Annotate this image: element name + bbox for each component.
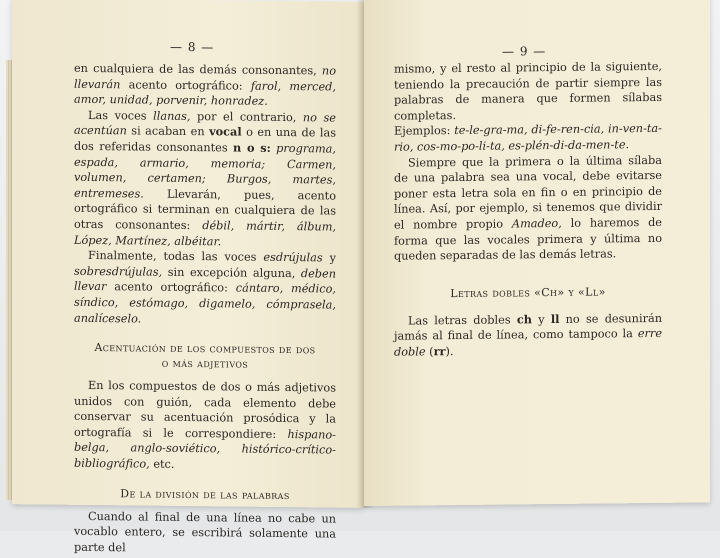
left-page <box>12 0 364 555</box>
paragraph: Las letras dobles ch y ll no se desunirán jamás al final de línea, como tampoco la erre doble (rr). <box>394 311 662 359</box>
paragraph: Cuando al final de una línea no cabe un vocablo entero, se escribirá solamente una parte del <box>74 509 336 555</box>
page-number-left: — 8 — <box>170 39 215 55</box>
right-page-text <box>394 59 662 360</box>
page-number-right: — 9 — <box>502 44 547 59</box>
paragraph: mismo, y el resto al principio de la siguiente, teniendo la precaución de partir siempre las palabras de manera que formen sílabas completas. <box>394 59 662 123</box>
section-heading: De la división de las palabras <box>120 486 290 502</box>
section-heading: Acentuación de los compuestos de dos o más adjetivos <box>94 341 316 371</box>
right-page <box>364 0 710 506</box>
paragraph: Las voces llanas, por el contrario, no se acentúan si acaban en vocal o en una de las dos referidas consonantes n o s: programa, espada, armario, memoria; Carmen, volumen, certamen; Burgos, martes, entremeses. Llevarán, pues, acento ortográfico si terminan en cualquiera de las otras consonantes: débil, mártir, álbum, López, Martínez, albéitar. <box>74 108 337 248</box>
paragraph: en cualquiera de las demás consonantes, no llevarán acento ortográfico: farol, merced, amor, unidad, porvenir, honradez. <box>74 61 336 109</box>
paragraph: Siempre que la primera o la última sílaba de una palabra sea una vocal, debe evitarse poner esta letra sola en fin o en principio de línea. Así, por ejemplo, si tenemos que dividir el nombre propio Amadeo, lo haremos de forma que las vocales primera y última no queden separadas de las demás letras. <box>394 153 662 263</box>
examples: Ejemplos: te-le-gra-ma, di-fe-ren-cia, in-ven-ta-rio, cos-mo-po-li-ta, es-plén-di-da-men-te. <box>394 122 662 154</box>
left-page-text <box>74 61 336 558</box>
section-heading: Letras dobles «Ch» y «Ll» <box>450 285 606 300</box>
paragraph: Finalmente, todas las voces esdrújulas y sobresdrújulas, sin excepción alguna, deben llevar acento ortográfico: cántaro, médico, síndico, estómago, digamelo, cómprasela, analíceselo. <box>74 249 336 326</box>
paragraph: En los compuestos de dos o más adjetivos unidos con guión, cada elemento debe conservar su acentuación prosódica y la ortografía si le correspondiere: hispano-belga, anglo-soviético, histórico-crítico-bibliográfico, etc. <box>74 379 336 471</box>
